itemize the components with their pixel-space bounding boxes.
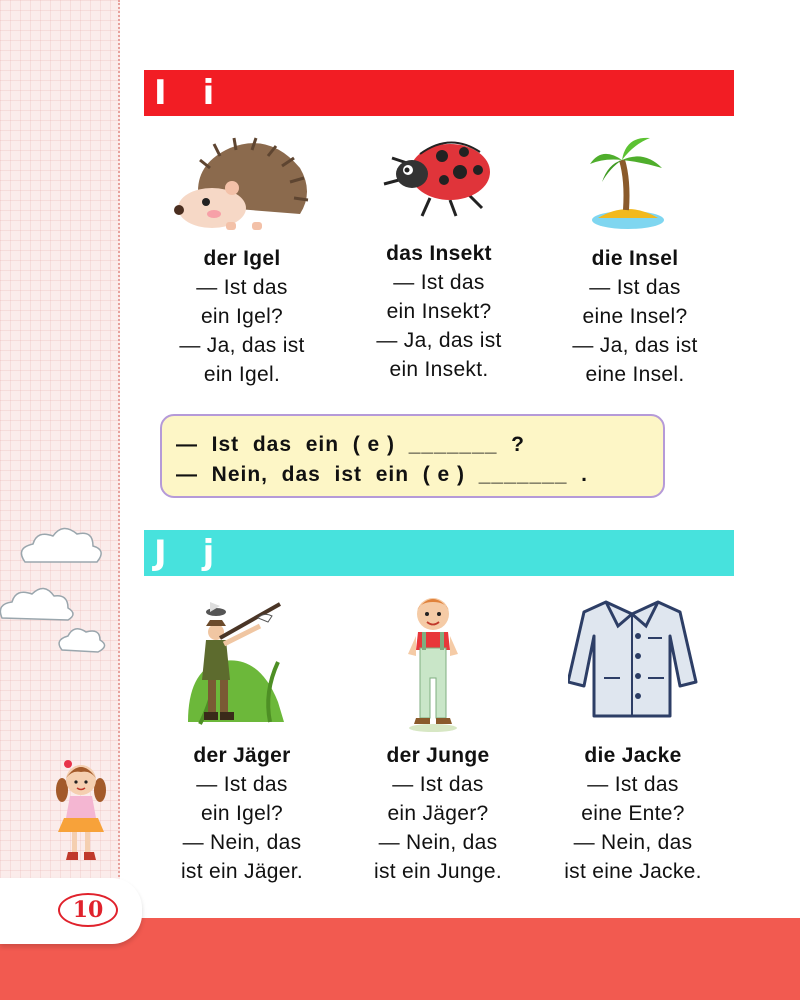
hedgehog-icon: [170, 136, 310, 232]
word-insekt: das Insekt: [386, 242, 492, 265]
dialogue-line: ein Insekt?: [386, 300, 492, 323]
sentence-pattern-box: [160, 414, 665, 498]
dialogue-line: eine Ente?: [581, 802, 685, 825]
dialogue-line: ist ein Jäger.: [180, 860, 304, 883]
ladybug-icon: [380, 136, 496, 222]
dialogue-line: — Ist das: [589, 276, 681, 299]
dialogue-line: — Ist das: [587, 773, 679, 796]
dialogue-line: ein Igel?: [200, 305, 284, 328]
dialogue-line: — Ist das: [196, 276, 288, 299]
dialogue-line: — Ist das: [392, 773, 484, 796]
dialogue-line: — Ist das: [196, 773, 288, 796]
dialogue-line: — Ja, das ist: [179, 334, 305, 357]
jacket-icon: [568, 596, 698, 718]
clouds-decoration: [0, 520, 150, 670]
dialogue-line: eine Insel?: [582, 305, 688, 328]
word-junge: der Junge: [386, 744, 490, 767]
card-insekt: [344, 239, 534, 384]
card-junge: [343, 741, 533, 886]
card-jaeger: [147, 741, 337, 886]
boy-icon: [398, 592, 468, 734]
word-igel: der Igel: [203, 247, 281, 270]
letter-uppercase-j: J: [154, 533, 167, 573]
dialogue-line: — Nein, das: [378, 831, 498, 854]
dialogue-line: — Ist das: [393, 271, 485, 294]
dialogue-line: ein Igel.: [203, 363, 281, 386]
dialogue-line: ist eine Jacke.: [564, 860, 702, 883]
dialogue-line: — Ja, das ist: [572, 334, 698, 357]
girl-illustration: [48, 756, 114, 866]
page-number: 10: [58, 893, 118, 927]
card-jacke: [538, 741, 728, 886]
letter-band-i: [144, 70, 734, 116]
card-insel: [540, 244, 730, 389]
dialogue-line: ein Insekt.: [389, 358, 489, 381]
hunter-icon: [180, 592, 290, 732]
letter-uppercase-i: I: [154, 73, 167, 113]
pattern-answer: — Nein, das ist ein ( e ) _______ .: [176, 463, 588, 486]
letter-band-j: [144, 530, 734, 576]
dialogue-line: ein Jäger?: [387, 802, 489, 825]
dialogue-line: eine Insel.: [585, 363, 685, 386]
dialogue-line: ist ein Junge.: [374, 860, 502, 883]
dialogue-line: — Nein, das: [573, 831, 693, 854]
word-jaeger: der Jäger: [193, 744, 291, 767]
letter-lowercase-j: j: [202, 533, 215, 573]
word-jacke: die Jacke: [584, 744, 682, 767]
card-igel: [147, 244, 337, 389]
dialogue-line: ein Igel?: [200, 802, 284, 825]
dialogue-line: — Nein, das: [182, 831, 302, 854]
word-insel: die Insel: [591, 247, 679, 270]
letter-lowercase-i: i: [202, 73, 215, 113]
island-icon: [588, 134, 668, 230]
dialogue-line: — Ja, das ist: [376, 329, 502, 352]
pattern-question: — Ist das ein ( e ) _______ ?: [176, 433, 525, 456]
